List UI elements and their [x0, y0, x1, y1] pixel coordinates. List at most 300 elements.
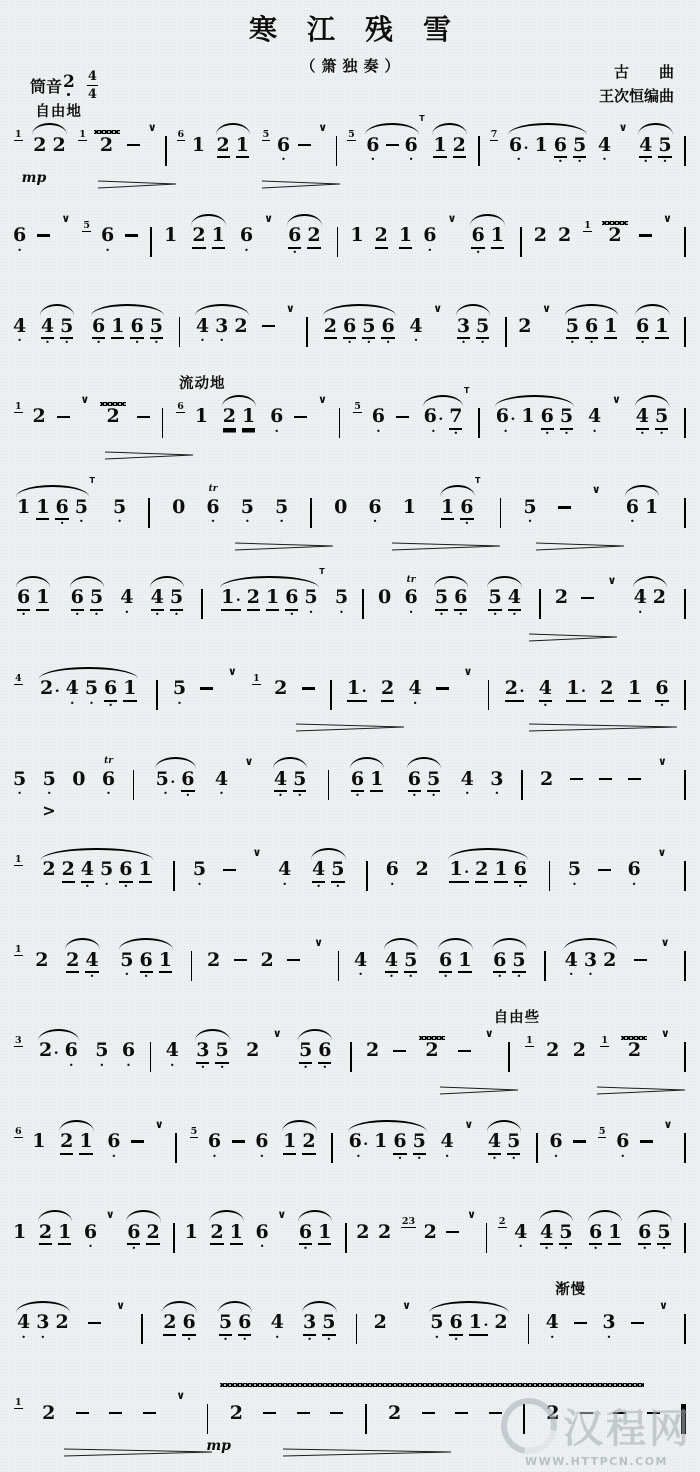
breath-mark: [273, 1027, 282, 1071]
note-number: 6: [514, 859, 527, 883]
octave-dot: [65, 1155, 68, 1164]
note-number: 1: [458, 949, 471, 973]
breath-mark: [264, 212, 273, 256]
barline: [165, 136, 167, 166]
note: [453, 121, 466, 167]
octave-dot: •: [630, 517, 635, 527]
note: [100, 846, 113, 892]
note-number: 5: [334, 586, 349, 609]
octave-dot: •: [569, 338, 575, 348]
grace-value: 1: [15, 944, 22, 956]
note-number: 6: [239, 224, 254, 247]
note: [163, 1299, 176, 1345]
note: [403, 483, 416, 527]
note: [312, 846, 325, 892]
octave-dot: [477, 1336, 480, 1345]
note: [639, 121, 652, 167]
dash-line: [422, 1402, 435, 1424]
grace-value: 5: [598, 1125, 606, 1137]
note: [111, 302, 124, 348]
slur-group: [205, 1208, 247, 1254]
octave-dot: [216, 1245, 219, 1254]
octave-dot: [144, 883, 147, 892]
note-number: 2: [533, 224, 547, 247]
note-number: 5: [299, 1040, 312, 1064]
empty: [663, 1040, 668, 1062]
note: [354, 936, 367, 980]
note: [324, 302, 337, 348]
grace-value: 5: [190, 1125, 198, 1137]
note: [658, 121, 671, 167]
slur-group: [434, 936, 476, 982]
note: [509, 121, 529, 167]
octave-dot: •: [416, 1153, 422, 1163]
note-number: 4: [409, 314, 423, 337]
note-number: 1 .: [221, 587, 241, 611]
note: [238, 1299, 251, 1345]
octave-dot: •: [17, 336, 22, 346]
empty: [82, 406, 87, 428]
barline: [336, 136, 338, 166]
note: [404, 574, 417, 618]
octave-dot: [539, 247, 542, 256]
octave-dot: [614, 247, 617, 256]
octave-dot: [383, 1243, 386, 1252]
dash-bar: [137, 416, 150, 418]
octave-dot: •: [355, 791, 360, 801]
octave-dot: [47, 1424, 50, 1433]
slur-group: [631, 302, 673, 348]
grace-note: [262, 130, 271, 141]
note: [427, 755, 440, 801]
key-note: 2: [63, 74, 75, 96]
barline: [684, 1133, 686, 1163]
barline: [528, 1314, 530, 1344]
dash-line: [125, 225, 138, 247]
slur-group: [34, 1027, 83, 1071]
grace-note: [14, 674, 23, 685]
barline: [684, 317, 686, 347]
octave-dot: [212, 971, 215, 980]
dash-note: [125, 212, 138, 256]
note: [102, 755, 115, 799]
dash-note: [647, 1389, 660, 1433]
note-number: 1: [318, 1221, 331, 1245]
score-system: [8, 462, 692, 553]
note-number: 6 .: [495, 405, 516, 428]
octave-dot: [362, 1243, 365, 1252]
dash-note: [599, 755, 612, 799]
note: [242, 393, 255, 439]
grace-note: [14, 1398, 23, 1409]
octave-dot: •: [108, 700, 114, 710]
note-number: 6: [276, 133, 291, 156]
barline: [133, 770, 135, 800]
empty: [118, 1312, 123, 1334]
barline: [141, 1314, 143, 1344]
octave-dot: •: [131, 1244, 137, 1254]
note: [541, 393, 554, 439]
slur-group: [12, 574, 54, 620]
dash-note: [640, 1118, 653, 1162]
breath-mark: [228, 665, 237, 709]
dash-note: [88, 1299, 101, 1343]
dash-bar: [125, 234, 138, 236]
note: [488, 1118, 501, 1164]
note-number: 2: [163, 1312, 176, 1336]
slur-group: [436, 483, 478, 529]
barline: [156, 680, 158, 710]
slur-group: [283, 212, 325, 258]
note-number: 6: [255, 1220, 269, 1243]
note: [166, 1027, 179, 1071]
dash-note: [294, 393, 307, 437]
diminuendo-hairpin-icon: [104, 445, 194, 455]
dash-line: [436, 678, 449, 700]
note-number: 1: [628, 678, 641, 702]
note: [66, 936, 79, 982]
dash-bar: [639, 234, 652, 236]
octave-dot: •: [124, 607, 130, 617]
note: [347, 665, 367, 711]
empty: [661, 1312, 666, 1334]
barline: [173, 1223, 175, 1253]
dash-line: [631, 1312, 644, 1334]
note: [441, 1118, 454, 1162]
dash-note: [109, 1389, 122, 1433]
octave-dot: [421, 881, 424, 890]
octave-dot: [42, 611, 45, 620]
grace-note: [82, 221, 91, 232]
barline: [207, 1404, 209, 1434]
note: [378, 574, 391, 618]
note-number: 2: [546, 1039, 560, 1062]
note-number: 2: [652, 586, 667, 609]
note: [508, 574, 521, 620]
dot-after: .: [483, 1314, 489, 1331]
grace-note: [14, 1036, 23, 1047]
note-number: 6: [206, 495, 220, 518]
breath-icon: ∨: [463, 664, 473, 678]
slur-group: [115, 936, 177, 982]
octave-dot: •: [370, 155, 376, 164]
empty: [247, 768, 252, 790]
note: [41, 302, 54, 348]
dash-note: [581, 574, 594, 618]
score-system: [8, 191, 692, 282]
note: [494, 1299, 507, 1345]
note: [170, 574, 183, 620]
note: [255, 1208, 268, 1252]
barline: [684, 680, 686, 710]
note-number: 1: [230, 1221, 243, 1245]
note-number: 6: [585, 315, 598, 339]
dash-note: [393, 1027, 406, 1071]
note-number: 6: [655, 678, 668, 702]
note-number: 6: [351, 768, 364, 792]
note: [58, 1208, 71, 1254]
barline: [505, 317, 507, 347]
note-number: 2: [223, 406, 236, 430]
barline: [162, 408, 164, 438]
dash-line: [647, 1402, 660, 1424]
breath-mark: [116, 1299, 125, 1343]
breath-mark: [664, 1118, 673, 1162]
note-number: 2 .: [505, 678, 525, 702]
octave-dot: •: [303, 1062, 308, 1072]
breath-icon: ∨: [80, 392, 90, 406]
note-number: 1 .: [347, 678, 367, 702]
octave-dot: •: [549, 1332, 555, 1342]
octave-dot: [500, 883, 503, 892]
slur-group: [560, 936, 622, 980]
octave-dot: [393, 1424, 396, 1433]
grace-note: [498, 1217, 507, 1228]
dash-bar: [422, 1412, 435, 1414]
octave-dot: •: [244, 245, 249, 255]
note: [381, 665, 394, 711]
note: [33, 121, 46, 165]
slur-group: [483, 1118, 525, 1164]
note-number: 6: [101, 767, 116, 790]
note: [602, 1299, 615, 1343]
note: [584, 936, 597, 980]
note-number: 6: [393, 1131, 406, 1155]
note: [535, 121, 548, 167]
note: [240, 212, 253, 256]
note: [36, 1299, 49, 1343]
note: [405, 121, 418, 165]
octave-dot: •: [527, 517, 533, 527]
note-number: 6: [285, 587, 298, 611]
breath-mark: [155, 1118, 164, 1162]
note-number: 4: [354, 948, 368, 971]
empty: [465, 678, 470, 700]
slur-group: [191, 302, 253, 346]
breath-mark: [148, 121, 157, 165]
barline: [523, 1404, 525, 1434]
octave-dot: [429, 1243, 432, 1252]
octave-dot: [575, 702, 578, 711]
octave-dot: •: [408, 972, 414, 982]
octave-dot: [44, 1245, 47, 1254]
slur-group: [380, 936, 422, 982]
octave-dot: •: [289, 609, 295, 619]
note-number: 5: [476, 315, 489, 339]
barline: [330, 680, 332, 710]
octave-dot: [152, 1245, 155, 1254]
note: [181, 755, 194, 801]
note-number: 6: [404, 133, 418, 156]
octave-dot: [85, 1155, 88, 1164]
note-number: 2: [247, 587, 260, 611]
note-number: 1: [139, 859, 152, 883]
note-number: 1: [608, 1221, 621, 1245]
octave-dot: •: [431, 791, 436, 801]
note: [120, 574, 133, 618]
dash-line: [640, 1131, 653, 1153]
grace-note: [353, 402, 362, 413]
dash-bar: [109, 1412, 122, 1414]
note: [17, 574, 30, 620]
slur-group: [452, 302, 494, 348]
note-number: 1: [191, 133, 205, 156]
barline: [173, 861, 175, 891]
grace-note: [176, 402, 185, 413]
slur-group: [444, 846, 531, 892]
measure-row: [8, 755, 692, 801]
note-number: 6: [255, 1130, 269, 1153]
note-number: 6: [55, 496, 68, 520]
dash-bar: [613, 1412, 626, 1414]
grace-note: [177, 130, 186, 141]
note-number: 7: [449, 406, 462, 430]
note: [546, 1389, 559, 1433]
note: [518, 302, 531, 346]
breath-mark: [464, 1118, 473, 1162]
octave-dot: [129, 702, 132, 711]
octave-dot: •: [372, 517, 378, 527]
octave-dot: [552, 1424, 555, 1433]
octave-dot: •: [659, 428, 664, 438]
slur-group: [466, 212, 508, 258]
octave-dot: [39, 156, 42, 165]
final-barline: [681, 1404, 686, 1434]
note: [366, 121, 379, 165]
octave-dot: •: [497, 972, 503, 982]
dash-note: [234, 936, 247, 980]
breath-mark: [447, 212, 456, 256]
octave-dot: •: [511, 609, 517, 619]
dash-line: [581, 587, 594, 609]
note: [322, 1299, 335, 1345]
measure-row: [8, 665, 692, 711]
dash-note: [574, 1299, 587, 1343]
barline: [362, 589, 364, 619]
dash-note: [223, 846, 236, 890]
measure-row: [8, 1208, 692, 1254]
dash-line: [297, 1402, 310, 1424]
octave-dot: •: [197, 879, 202, 889]
note: [185, 1208, 198, 1252]
empty: [544, 315, 549, 337]
octave-dot: •: [511, 1153, 517, 1163]
note: [356, 1208, 369, 1252]
measure-row: [8, 212, 692, 258]
note-number: 2: [32, 405, 46, 428]
octave-dot: •: [279, 517, 284, 527]
note-number: 1: [236, 134, 249, 158]
note: [270, 393, 283, 437]
note-number: 5: [240, 495, 254, 518]
note-number: 2: [210, 1221, 223, 1245]
slur-group: [430, 574, 472, 620]
note-number: 6: [616, 1130, 630, 1153]
octave-dot: •: [212, 1151, 217, 1161]
octave-dot: •: [292, 247, 298, 257]
note-number: 1: [521, 405, 535, 428]
empty: [665, 225, 670, 247]
grace-value: 2: [498, 1216, 506, 1228]
note-number: 5: [192, 858, 207, 881]
octave-dot: •: [553, 1151, 559, 1161]
score-system: [8, 1097, 692, 1188]
dash-line: [574, 1312, 587, 1334]
note-number: 4: [508, 587, 521, 611]
note: [335, 574, 348, 618]
breath-icon: ∨: [618, 121, 628, 134]
note-number: 3: [196, 1040, 209, 1064]
note-number: 0: [72, 767, 86, 790]
ornament-slot: [602, 212, 628, 225]
dash-line: [613, 1402, 626, 1424]
note: [215, 1027, 228, 1073]
note: [210, 1208, 223, 1254]
breath-icon: ∨: [660, 936, 670, 950]
note: [566, 302, 579, 348]
note: [302, 1118, 315, 1164]
barline: [338, 951, 340, 981]
note-number: 4: [636, 406, 649, 430]
note-number: 2: [627, 1039, 642, 1062]
dot-after: .: [363, 1133, 369, 1150]
note: [101, 212, 114, 256]
breath-mark: [245, 755, 254, 799]
note: [283, 1118, 296, 1164]
octave-dot: •: [589, 338, 594, 348]
octave-dot: •: [444, 1151, 450, 1161]
note-number: 5: [658, 134, 671, 158]
barline: [521, 770, 523, 800]
page-subtitle: （箫独奏）: [300, 57, 406, 75]
grace-value: 4: [15, 672, 22, 684]
octave-dot: [38, 1153, 41, 1162]
note-number: 6: [140, 949, 153, 973]
slur-group: [146, 574, 188, 620]
empty: [254, 859, 259, 881]
page-title: 寒江残雪: [248, 13, 481, 46]
note: [43, 755, 56, 799]
octave-dot: [527, 428, 530, 437]
note: [55, 483, 68, 529]
breath-icon: ∨: [252, 845, 262, 859]
dash-note: [558, 483, 571, 527]
grace-value: 1: [601, 1034, 609, 1046]
octave-dot: •: [659, 700, 665, 710]
note-number: 4: [120, 586, 134, 609]
note-number: 1: [58, 1221, 71, 1245]
octave-dot: [633, 1062, 636, 1071]
octave-dot: •: [558, 157, 563, 166]
octave-dot: •: [577, 157, 582, 166]
slur-group: [61, 936, 103, 982]
octave-dot: •: [464, 519, 470, 529]
note-number: 5: [74, 495, 88, 518]
octave-dot: [380, 1153, 383, 1162]
note-number: 5: [120, 948, 134, 971]
octave-dot: •: [40, 1332, 46, 1342]
octave-dot: •: [492, 1153, 497, 1163]
octave-dot: [18, 1243, 21, 1252]
note: [628, 665, 641, 711]
note: [293, 755, 306, 801]
slur-group: [629, 574, 671, 618]
octave-dot: •: [408, 155, 414, 164]
octave-dot: [251, 1062, 254, 1071]
dash-bar: [298, 144, 311, 146]
dash-bar: [131, 1140, 144, 1142]
octave-dot: •: [356, 1151, 361, 1161]
